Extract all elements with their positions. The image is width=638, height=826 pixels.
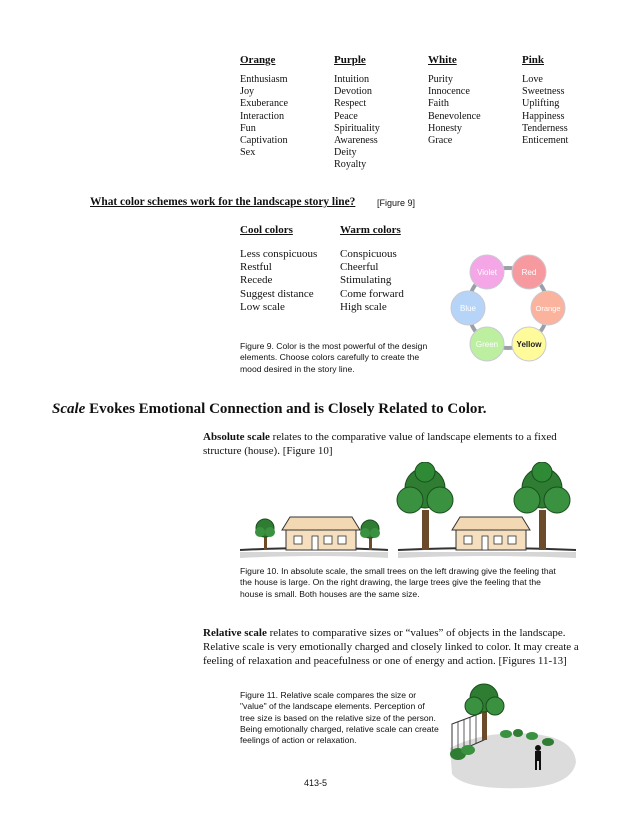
list-item: Royalty: [334, 159, 367, 171]
absolute-scale-paragraph: [203, 430, 593, 458]
list-item: Low scale: [240, 300, 285, 313]
figure9-caption: Figure 9. Color is the most powerful of the design elements. Choose colors carefully to create the mood desired in the story line.: [240, 341, 428, 374]
list-item: Suggest distance: [240, 287, 314, 300]
wheel-node-green: [470, 327, 504, 361]
list-item: High scale: [340, 300, 387, 313]
list-item: Cheerful: [340, 261, 379, 274]
list-item: Uplifting: [522, 98, 560, 110]
list-item: Deity: [334, 147, 357, 159]
list-item: Stimulating: [340, 274, 392, 287]
list-item: Awareness: [334, 135, 378, 147]
list-item: Faith: [428, 98, 449, 110]
section-heading: [52, 401, 486, 418]
list-item: Honesty: [428, 122, 462, 134]
list-item: Tenderness: [522, 122, 568, 134]
ground-shadow: [398, 552, 576, 558]
column-header: Cool colors: [240, 224, 293, 236]
list-item: Love: [522, 74, 543, 85]
tree: [465, 684, 504, 740]
list-item: Restful: [240, 261, 272, 274]
relative-scale-illustration: [444, 682, 578, 792]
wheel-label: Red: [521, 268, 537, 277]
large-tree-left: [397, 462, 453, 550]
question-mark: ?: [349, 196, 356, 208]
figure10-caption: Figure 10. In absolute scale, the small trees on the left drawing give the feeling that the house is large. On the right drawing, the large trees give the feeling that the house is small. Both houses are the same size.: [240, 566, 556, 599]
list-item: Recede: [240, 274, 273, 287]
color-column-purple: [334, 54, 428, 172]
wheel-label: Orange: [535, 304, 561, 313]
column-header: Purple: [334, 54, 366, 66]
list-item: Intuition: [334, 74, 370, 85]
question-heading: [90, 196, 355, 208]
wheel-label: Blue: [459, 304, 477, 313]
list-item: Enticement: [522, 135, 569, 147]
list-item: Interaction: [240, 110, 285, 122]
list-item: Joy: [240, 86, 255, 98]
list-item: Respect: [334, 98, 367, 110]
list-item: Benevolence: [428, 110, 481, 122]
column-header: Warm colors: [340, 224, 401, 236]
page-number: 413-5: [304, 778, 328, 788]
color-wheel-figure: [448, 250, 568, 366]
wheel-label: Yellow: [516, 340, 542, 349]
column-header: Pink: [522, 54, 545, 66]
list-item: Innocence: [428, 86, 470, 98]
wheel-node-red: [512, 255, 546, 289]
cool-colors-column: [240, 224, 340, 314]
color-column-pink: [522, 54, 616, 172]
list-item: Grace: [428, 135, 453, 147]
figure-ref: [Figure 9]: [377, 198, 416, 208]
section-heading-italic: Scale: [52, 401, 86, 417]
ground-area: [450, 733, 576, 788]
wheel-label: Green: [475, 340, 499, 349]
small-tree-right: [360, 520, 380, 550]
list-item: Conspicuous: [340, 248, 397, 260]
list-item: Peace: [334, 110, 358, 122]
column-header: White: [428, 54, 457, 66]
absolute-scale-illustration: [238, 462, 578, 562]
list-item: Purity: [428, 74, 453, 85]
relative-scale-paragraph: [203, 626, 598, 669]
list-item: Less conspicuous: [240, 248, 318, 260]
list-item: Captivation: [240, 135, 288, 147]
term: Relative scale: [203, 627, 267, 639]
section-heading-rest: Evokes Emotional Connection and is Closely Related to Color.: [85, 401, 487, 417]
cool-warm-table: [240, 224, 440, 314]
wheel-node-blue: [451, 291, 485, 325]
list-item: Fun: [240, 122, 256, 134]
list-item: Spirituality: [334, 122, 380, 134]
color-column-orange: [240, 54, 334, 172]
list-item: Enthusiasm: [240, 74, 288, 85]
column-header: Orange: [240, 54, 276, 66]
color-meaning-table: [240, 54, 620, 172]
paragraph-text: relates to comparative sizes or “values” of objects in the landscape. Relative scale is very emotionally charged and closely linked to color. It may create a feeling of relaxation and peacefulness or one of energy and action. [Figures 11-13]: [203, 627, 579, 668]
wheel-label: Violet: [477, 268, 497, 277]
house-right: [452, 517, 530, 550]
house-left: [282, 517, 360, 550]
color-column-white: [428, 54, 522, 172]
question-heading-text: What color schemes work for the landscape story line: [90, 196, 350, 208]
term: Absolute scale: [203, 431, 270, 443]
list-item: Exuberance: [240, 98, 289, 110]
warm-colors-column: [340, 224, 440, 314]
ground-shadow: [240, 552, 388, 558]
paragraph-text: relates to the comparative value of landscape elements to a fixed structure (house). [Figure 10]: [203, 431, 557, 458]
list-item: Sex: [240, 147, 256, 159]
list-item: Sweetness: [522, 86, 565, 98]
list-item: Happiness: [522, 110, 565, 122]
list-item: Come forward: [340, 287, 404, 300]
figure11-caption: Figure 11. Relative scale compares the size or "value" of the landscape elements. Perception of tree size is based on the relative size of the person. Being emotionally charged, relative scale can create feelings of action or relaxation.: [240, 690, 439, 746]
list-item: Devotion: [334, 86, 372, 98]
small-tree-left: [255, 519, 275, 550]
wheel-node-yellow: [512, 327, 546, 361]
wheel-node-violet: [470, 255, 504, 289]
wheel-node-orange: [531, 291, 565, 325]
